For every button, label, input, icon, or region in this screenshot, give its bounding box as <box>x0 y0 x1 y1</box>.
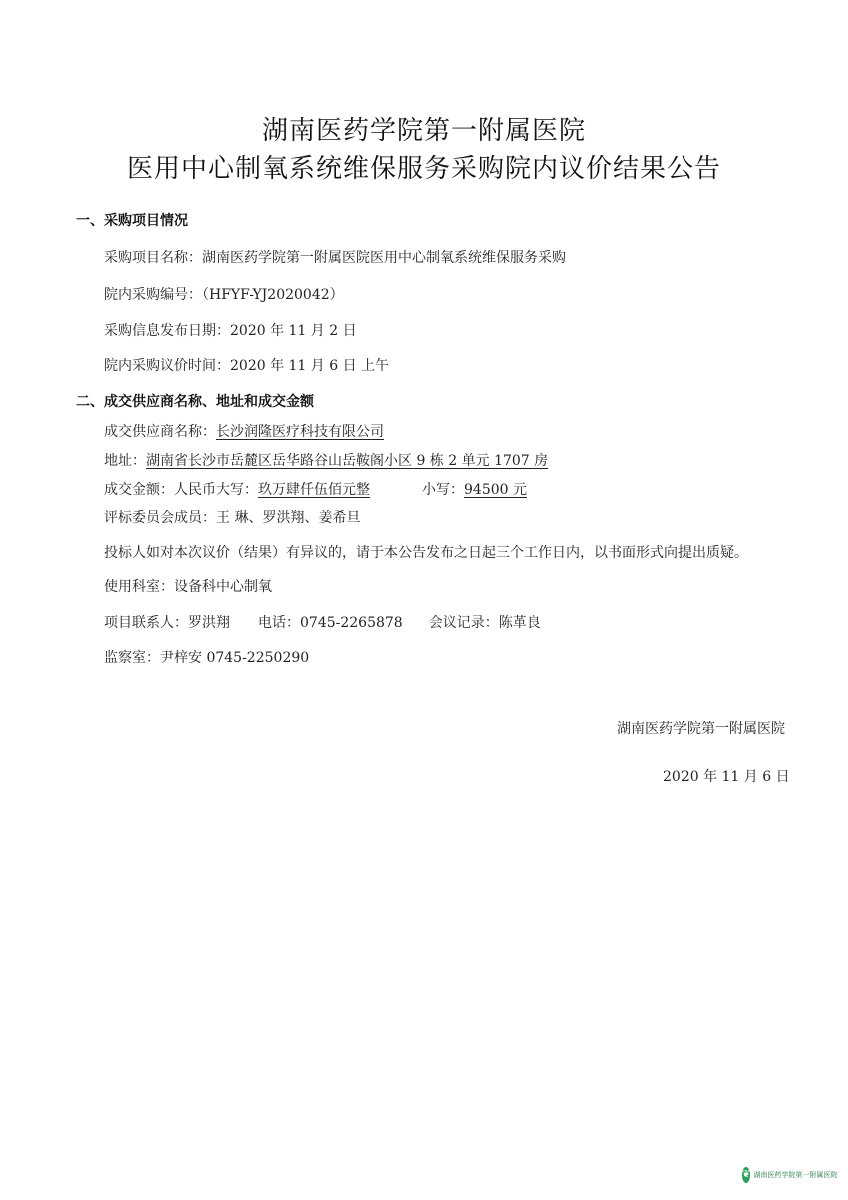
committee-row <box>104 507 360 527</box>
negotiation-time-row <box>104 355 389 375</box>
project-name-label: 采购项目名称： <box>104 250 202 266</box>
department-value: 设备科中心制氧 <box>174 579 272 595</box>
watermark-text: 湖南医药学院第一附属医院 <box>753 1171 838 1179</box>
publish-date-label: 采购信息发布日期： <box>104 323 230 339</box>
procurement-code-label: 院内采购编号： <box>104 287 202 303</box>
procurement-code-value: （HFYF-YJ2020042） <box>202 287 344 303</box>
contact-value: 罗洪翔 <box>188 615 230 631</box>
section1-heading: 一、采购项目情况 <box>76 213 188 229</box>
contact-label: 项目联系人： <box>104 615 188 631</box>
supplier-value: 长沙润隆医疗科技有限公司 <box>216 424 384 440</box>
contact-row <box>104 612 541 632</box>
supervision-label: 监察室： <box>104 650 160 666</box>
hospital-watermark-logo <box>742 1164 838 1186</box>
amount-upper-label: 成交金额：人民币大写： <box>104 482 258 498</box>
phone-label: 电话： <box>258 615 300 631</box>
document-title-line2: 医用中心制氧系统维保服务采购院内议价结果公告 <box>126 154 721 184</box>
supplier-label: 成交供应商名称： <box>104 424 216 440</box>
department-row <box>104 576 272 596</box>
supervision-value: 尹梓安 0745-2250290 <box>160 650 310 666</box>
project-name-row <box>104 247 566 267</box>
document-title-line1: 湖南医药学院第一附属医院 <box>261 116 586 146</box>
address-label: 地址： <box>104 453 146 469</box>
amount-lower-value: 94500 元 <box>464 482 527 498</box>
committee-label: 评标委员会成员： <box>104 510 216 526</box>
negotiation-time-label: 院内采购议价时间： <box>104 358 230 374</box>
section2-heading: 二、成交供应商名称、地址和成交金额 <box>76 394 314 410</box>
address-value: 湖南省长沙市岳麓区岳华路谷山岳鞍阁小区 9 栋 2 单元 1707 房 <box>146 453 549 469</box>
supplier-row <box>104 421 384 441</box>
negotiation-time-value: 2020 年 11 月 6 日 上午 <box>230 358 390 374</box>
project-name-value: 湖南医药学院第一附属医院医用中心制氧系统维保服务采购 <box>202 250 566 266</box>
publish-date-value: 2020 年 11 月 2 日 <box>230 323 357 339</box>
amount-lower-label: 小写： <box>422 482 464 498</box>
publish-date-row <box>104 320 357 340</box>
recorder-value: 陈革良 <box>498 615 541 631</box>
committee-value: 王 琳、罗洪翔、姜希旦 <box>216 510 361 526</box>
amount-upper-value: 玖万肆仟伍佰元整 <box>258 482 370 498</box>
leaf-icon: ❦ <box>742 1167 750 1183</box>
objection-notice: 投标人如对本次议价（结果）有异议的，请于本公告发布之日起三个工作日内，以书面形式向提出质疑。 <box>104 545 748 561</box>
footer-date: 2020 年 11 月 6 日 <box>663 769 790 785</box>
department-label: 使用科室： <box>104 579 174 595</box>
amount-row <box>104 479 527 499</box>
supervision-row <box>104 647 309 667</box>
footer-organization: 湖南医药学院第一附属医院 <box>617 721 785 737</box>
procurement-code-row <box>104 284 344 304</box>
address-row <box>104 450 548 470</box>
phone-value: 0745-2265878 <box>300 615 403 631</box>
recorder-label: 会议记录： <box>428 615 499 631</box>
